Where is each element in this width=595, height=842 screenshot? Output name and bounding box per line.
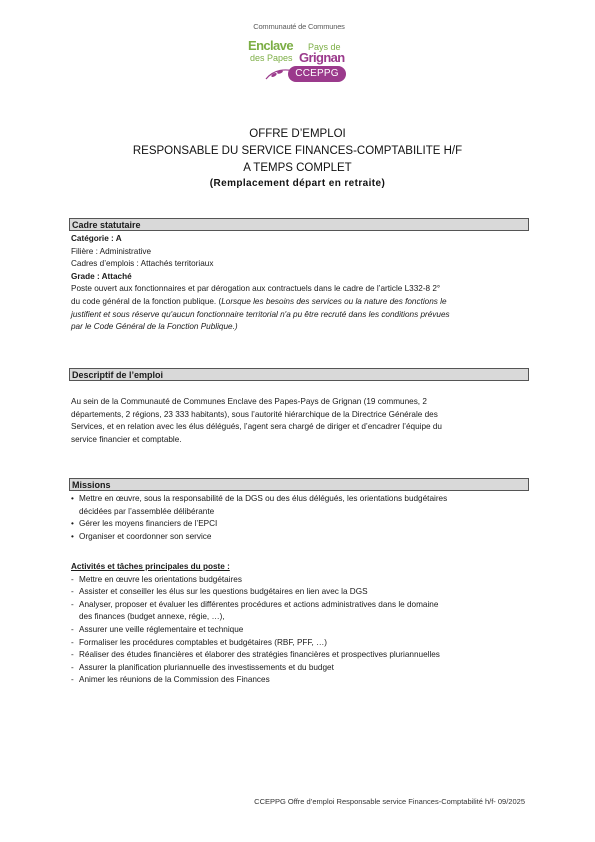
cceppg-logo [246, 22, 352, 86]
activity-item [71, 624, 526, 637]
cadre-para-line: Poste ouvert aux fonctionnaires et par dérogation aux contractuels dans le cadre de l’article L332-8 2° [71, 284, 441, 294]
cadre-para-italic: Lorsque les besoins des services ou la nature des fonctions le [221, 296, 447, 306]
activity-item [71, 586, 526, 599]
job-title: RESPONSABLE DU SERVICE FINANCES-COMPTABILITE H/F [132, 145, 463, 157]
logo-papes-text: des Papes [250, 53, 293, 63]
cadre-body [71, 233, 526, 334]
logo-enclave-text: Enclave [248, 38, 293, 53]
activity-item [71, 674, 526, 687]
activity-line: - Analyser, proposer et évaluer les différentes procédures et actions administratives dans le domaine [79, 599, 439, 609]
cadre-para-line: par le Code Général de la Fonction Publique.) [71, 322, 238, 332]
cadre-para-line [71, 296, 526, 309]
mission-line: • Organiser et coordonner son service [79, 531, 212, 541]
activity-line: - Animer les réunions de la Commission des Finances [79, 675, 270, 685]
cadres-emplois-text: Cadres d’emplois : Attachés territoriaux [71, 259, 214, 269]
cadre-para-line: justifient et sous réserve qu'aucun fonctionnaire territorial n'a pu être recruté dans les conditions prévues [71, 309, 450, 319]
logo-pays-text: Pays de [308, 42, 341, 52]
descriptif-line: service financier et comptable. [71, 434, 182, 444]
offer-title: OFFRE D’EMPLOI [249, 128, 346, 140]
job-time: A TEMPS COMPLET [243, 162, 352, 174]
page-footer: CCEPPG Offre d’emploi Responsable service Finances-Comptabilité h/f- 09/2025 [254, 797, 525, 806]
activities-title: Activités et tâches principales du poste : [71, 562, 230, 571]
logo-community-text: Communauté de Communes [253, 22, 345, 31]
mission-line: • Gérer les moyens financiers de l’EPCI [79, 519, 218, 529]
mission-line: décidées par l’assemblée délibérante [79, 506, 215, 516]
section-header-cadre: Cadre statutaire [69, 218, 529, 231]
descriptif-line: départements, 2 régions, 23 333 habitants), sous l’autorité hiérarchique de la Directrice Générale des [71, 409, 438, 419]
grade-label: Grade : Attaché [71, 271, 132, 281]
activity-line: - Assurer la planification pluriannuelle des investissements et du budget [79, 662, 334, 672]
mission-bullet [71, 493, 526, 518]
activity-line: des finances (budget annexe, régie, …), [79, 612, 225, 622]
activity-line: - Réaliser des études financières et élaborer des stratégies financières et prospectives pluriannuelles [79, 650, 440, 660]
activities-section [71, 561, 526, 687]
cadre-para-normal: du code général de la fonction publique. ( [71, 296, 222, 306]
activity-line: - Formaliser les procédures comptables et budgétaires (RBF, PFF, …) [79, 637, 327, 647]
activity-item [71, 662, 526, 675]
activity-item [71, 599, 526, 624]
missions-list [71, 493, 526, 543]
activity-line: - Assurer une veille réglementaire et technique [79, 624, 244, 634]
mission-bullet [71, 531, 526, 544]
mission-line: • Mettre en œuvre, sous la responsabilité de la DGS ou des élus délégués, les orientations budgétaires [79, 494, 448, 503]
activity-item [71, 637, 526, 650]
section-header-missions: Missions [69, 478, 529, 491]
activity-item [71, 574, 526, 587]
activity-line: - Mettre en œuvre les orientations budgétaires [79, 574, 242, 584]
filiere-text: Filière : Administrative [71, 246, 152, 256]
logo-acronym-badge: CCEPPG [288, 66, 346, 82]
activity-item [71, 649, 526, 662]
descriptif-line: Au sein de la Communauté de Communes Enclave des Papes-Pays de Grignan (19 communes, 2 [71, 397, 427, 406]
categorie-label: Catégorie : A [71, 234, 122, 243]
section-header-descriptif: Descriptif de l’emploi [69, 368, 529, 381]
mission-bullet [71, 518, 526, 531]
job-reason: (Remplacement départ en retraite) [209, 178, 386, 189]
descriptif-body [71, 396, 526, 446]
logo-grignan-text: Grignan [299, 50, 345, 65]
activity-line: - Assister et conseiller les élus sur les questions budgétaires en lien avec la DGS [79, 587, 368, 597]
descriptif-line: Services, et en relation avec les élus délégués, l’agent sera chargé de diriger et d’encadrer l’équipe du [71, 422, 442, 432]
